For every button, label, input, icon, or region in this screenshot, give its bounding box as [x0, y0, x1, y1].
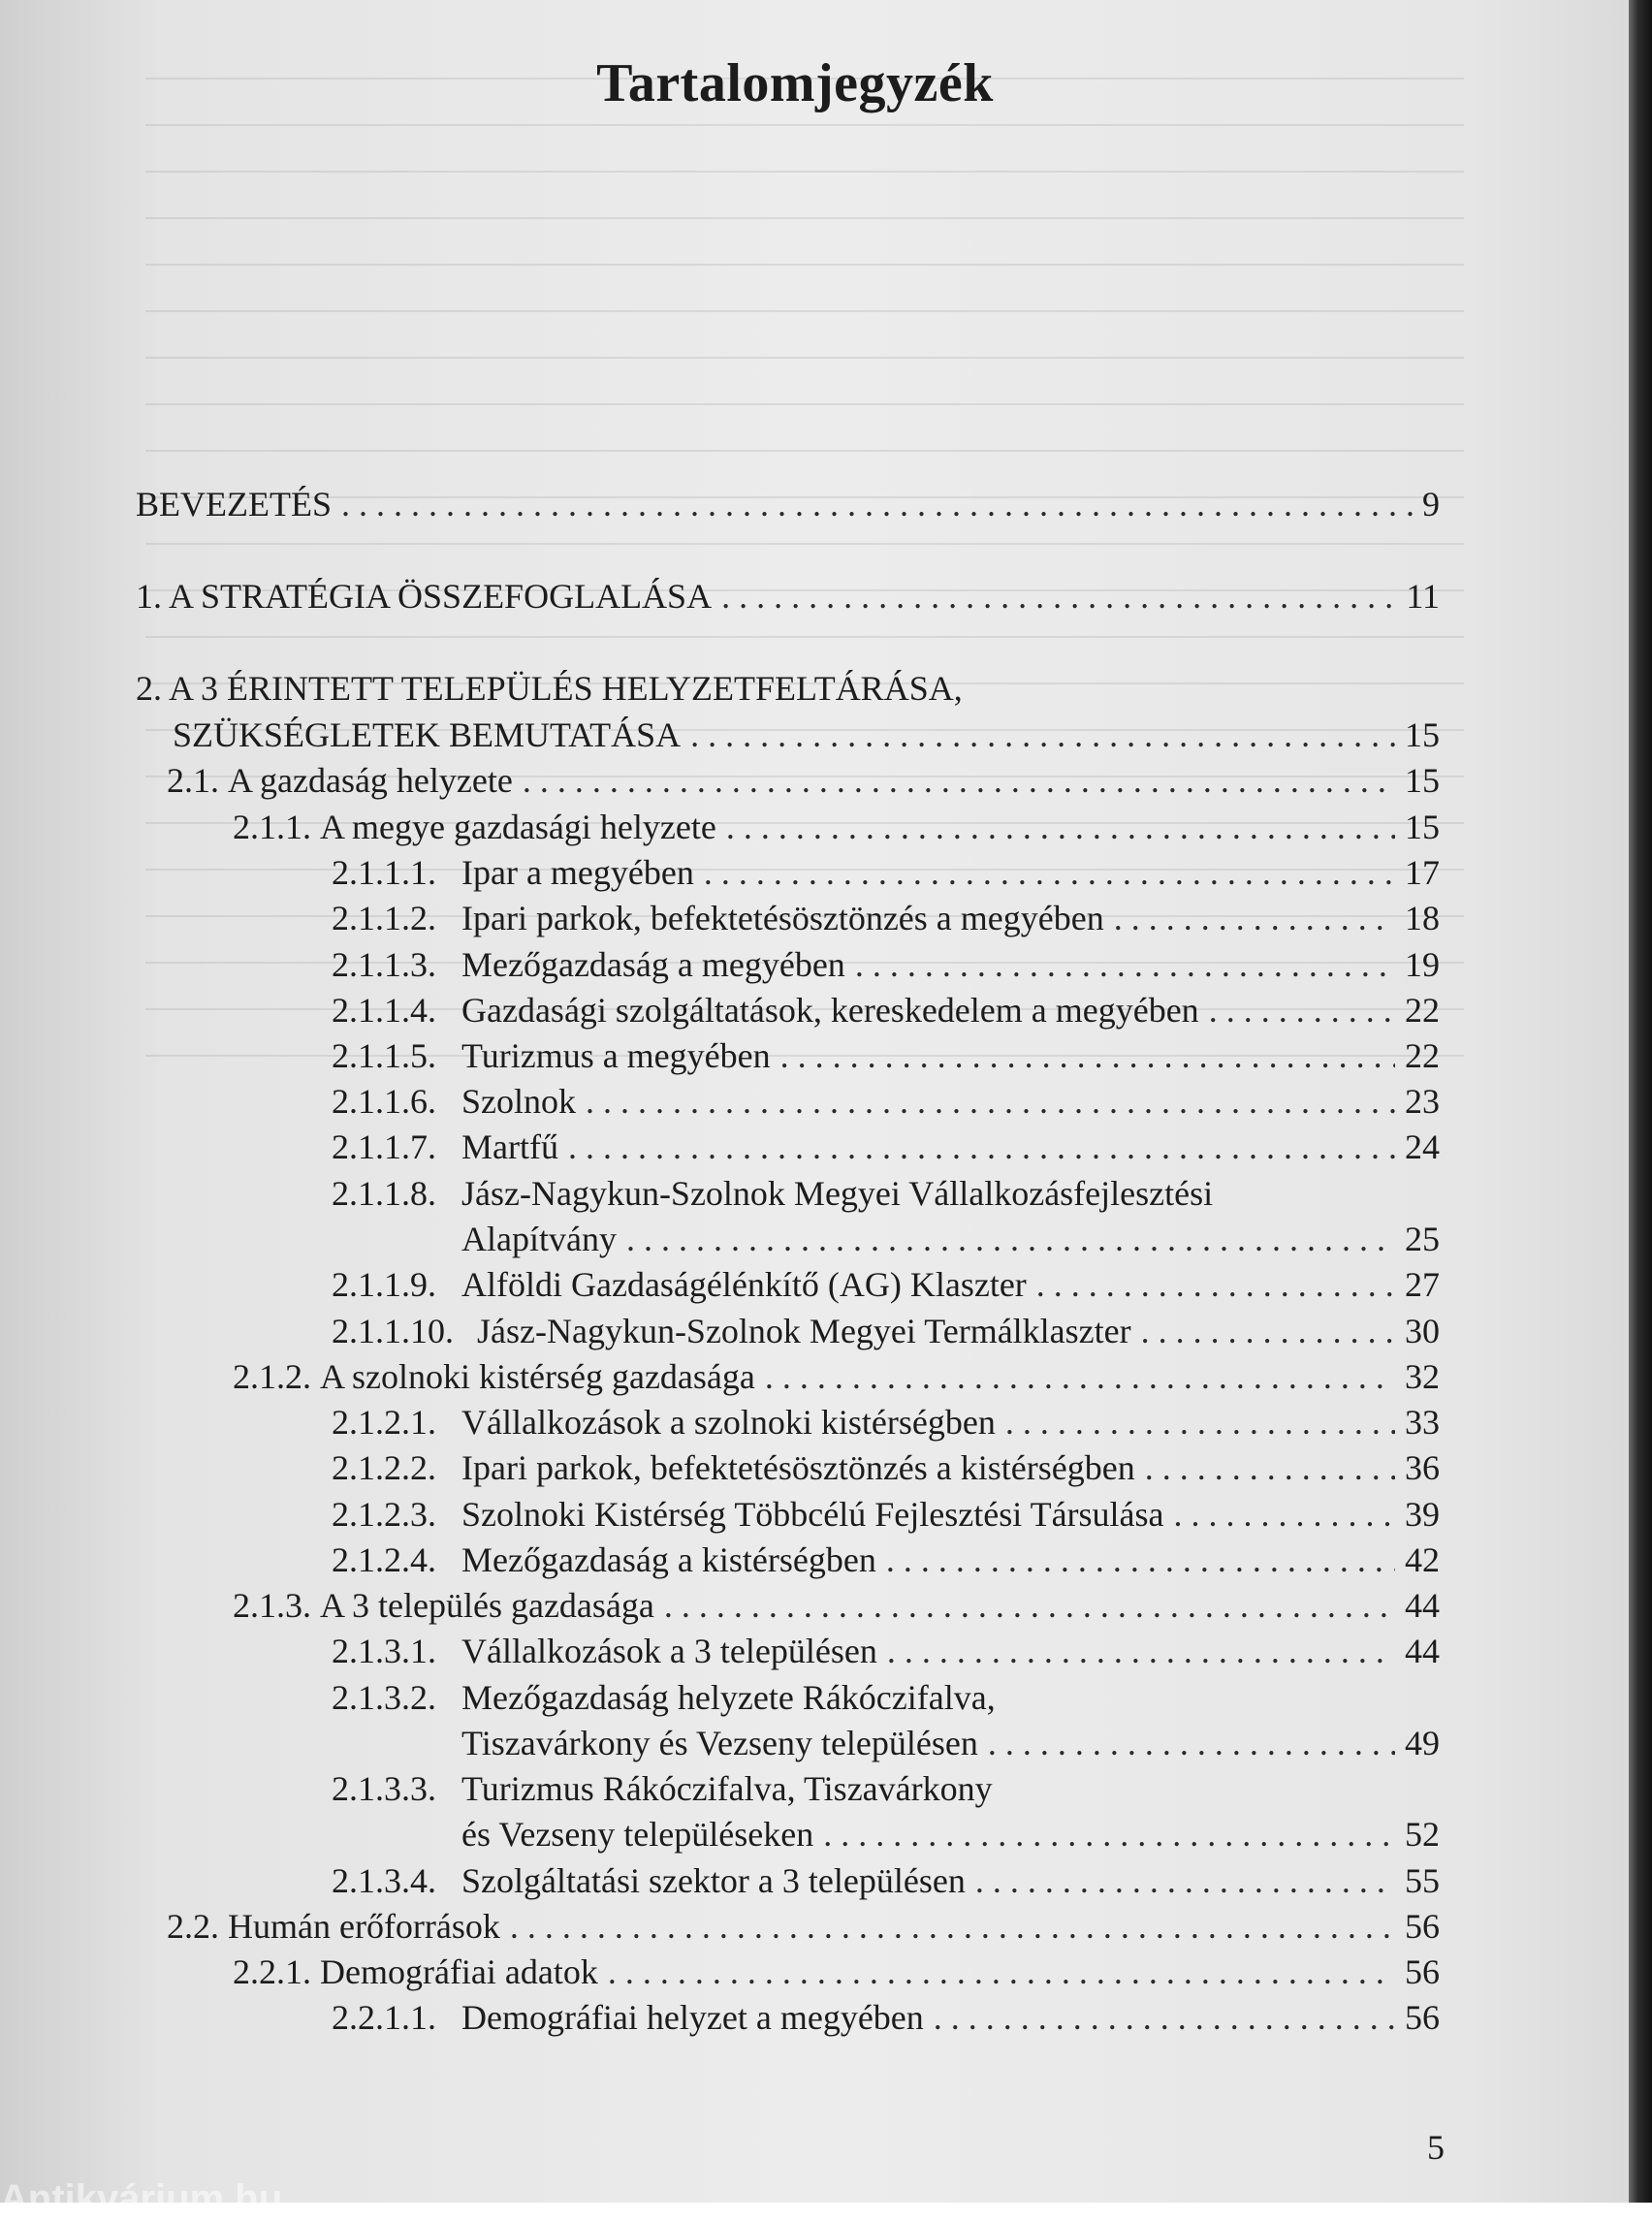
toc-page-number: 24	[1405, 1127, 1440, 1166]
toc-entry-label: Vállalkozások a szolnoki kistérségben	[461, 1403, 996, 1442]
toc-number: 2.1.1.8.	[332, 1174, 436, 1213]
toc-entry-chapter-2-line1: 2. A 3 ÉRINTETT TELEPÜLÉS HELYZETFELTÁRÁSA,	[136, 669, 963, 708]
toc-page-number: 39	[1405, 1495, 1440, 1534]
toc-entry	[332, 943, 1440, 986]
leader-dots	[1209, 989, 1395, 1031]
leader-dots	[780, 1034, 1395, 1077]
leader-dots	[704, 851, 1395, 894]
toc-page-number: 22	[1405, 991, 1440, 1030]
toc-page-number: 30	[1405, 1312, 1440, 1350]
toc-number: 2.1.3.4.	[332, 1861, 436, 1900]
leader-dots	[887, 1630, 1395, 1672]
toc-entry-label: Demográfiai adatok	[320, 1952, 598, 1991]
toc-page-number: 27	[1405, 1265, 1440, 1304]
toc-entry	[332, 1263, 1440, 1306]
leader-dots	[608, 1951, 1395, 1993]
toc-number: 2.1.3.3.	[332, 1769, 436, 1808]
toc-page-number: 23	[1405, 1082, 1440, 1121]
toc-number: 2.2.1.1.	[332, 1998, 436, 2037]
toc-number: 2.1.2.1.	[332, 1403, 436, 1442]
page-number: 5	[1427, 2128, 1445, 2167]
toc-entry	[332, 989, 1440, 1031]
leader-dots	[341, 483, 1413, 525]
toc-entry	[332, 1034, 1440, 1077]
leader-dots	[690, 714, 1395, 756]
toc-entry-label: Ipari parkok, befektetésösztönzés a kistérségben	[461, 1448, 1135, 1487]
toc-number: 2.1.1.6.	[332, 1082, 436, 1121]
toc-entry-multiline-first	[332, 1172, 1213, 1215]
toc-number: 2.1.1.2.	[332, 899, 436, 937]
leader-dots	[626, 1218, 1395, 1260]
toc-entry-label: Vállalkozások a 3 településen	[461, 1632, 877, 1670]
leader-dots	[664, 1584, 1395, 1627]
toc-page-number: 56	[1405, 1998, 1440, 2037]
toc-entry-label: A szolnoki kistérség gazdasága	[320, 1357, 755, 1396]
leader-dots	[1114, 897, 1395, 939]
toc-entry-label: Gazdasági szolgáltatások, kereskedelem a megyében	[461, 991, 1199, 1030]
toc-entry-label-line2: és Vezseny településeken	[461, 1815, 814, 1854]
toc-entry	[233, 806, 1440, 848]
toc-number: 2.1.2.2.	[332, 1448, 436, 1487]
toc-page-number: 33	[1405, 1403, 1440, 1442]
toc-page-number: 56	[1405, 1907, 1440, 1946]
toc-number: 2.1.1.3.	[332, 945, 436, 984]
toc-entry-label: Szolnoki Kistérség Többcélú Fejlesztési Társulása	[461, 1495, 1164, 1534]
toc-entry-label: A megye gazdasági helyzete	[320, 808, 716, 846]
toc-entry-label: Mezőgazdaság a megyében	[461, 945, 845, 984]
toc-entry-label: Alföldi Gazdaságélénkítő (AG) Klaszter	[461, 1265, 1027, 1304]
toc-entry	[332, 897, 1440, 939]
toc-page-number: 17	[1405, 853, 1440, 892]
toc-number: 2.1.	[167, 761, 219, 800]
toc-entry-label: Mezőgazdaság a kistérségben	[461, 1540, 876, 1579]
toc-entry	[332, 1630, 1440, 1672]
toc-entry	[461, 1813, 1440, 1856]
leader-dots	[510, 1905, 1395, 1948]
toc-number: 2.1.3.	[233, 1586, 311, 1625]
leader-dots	[934, 1996, 1395, 2039]
toc-entry	[332, 1080, 1440, 1123]
toc-number: 2.1.1.1.	[332, 853, 436, 892]
watermark: Antikvárium.hu	[0, 2177, 283, 2220]
leader-dots	[1145, 1446, 1395, 1489]
toc-number: 2.1.1.9.	[332, 1265, 436, 1304]
toc-page-number: 55	[1405, 1861, 1440, 1900]
leader-dots	[523, 759, 1395, 802]
toc-entry-label: Martfű	[461, 1127, 558, 1166]
toc-entry-bevezetes	[136, 483, 1440, 525]
leader-dots	[988, 1722, 1395, 1764]
toc-entry	[332, 1446, 1440, 1489]
toc-entry-label-line1: Mezőgazdaság helyzete Rákóczifalva,	[461, 1678, 996, 1717]
toc-page-number: 52	[1405, 1815, 1440, 1854]
leader-dots	[568, 1126, 1395, 1168]
toc-entry	[332, 1493, 1440, 1536]
toc-entry	[332, 851, 1440, 894]
toc-number: 2.2.1.	[233, 1952, 311, 1991]
toc-page-number: 15	[1405, 761, 1440, 800]
toc-entry-label: A gazdaság helyzete	[228, 761, 513, 800]
toc-entry	[332, 1310, 1440, 1352]
toc-page-number: 18	[1405, 899, 1440, 937]
toc-page-number: 36	[1405, 1448, 1440, 1487]
toc-entry-label-line1: Turizmus Rákóczifalva, Tiszavárkony	[461, 1769, 993, 1808]
toc-page-number: 25	[1405, 1220, 1440, 1258]
toc-entry-multiline-first	[332, 1676, 996, 1719]
toc-page-number: 9	[1422, 485, 1440, 524]
toc-entry-chapter-2	[173, 714, 1440, 756]
toc-number: 2.1.2.3.	[332, 1495, 436, 1534]
toc-entry	[167, 759, 1440, 802]
toc-entry	[167, 1905, 1440, 1948]
toc-page-number: 42	[1405, 1540, 1440, 1579]
toc-page-number: 15	[1405, 808, 1440, 846]
toc-entry	[233, 1355, 1440, 1398]
toc-page-number: 44	[1405, 1586, 1440, 1625]
toc-entry	[332, 1859, 1440, 1902]
leader-dots	[823, 1813, 1395, 1856]
toc-entry-label: Demográfiai helyzet a megyében	[461, 1998, 924, 2037]
toc-entry-label: A 3 település gazdasága	[320, 1586, 654, 1625]
toc-entry-chapter-1	[136, 575, 1440, 618]
toc-entry-label: Turizmus a megyében	[461, 1036, 771, 1075]
toc-entry	[233, 1584, 1440, 1627]
toc-entry	[332, 1401, 1440, 1444]
toc-entry-label-line2: Alapítvány	[461, 1220, 617, 1258]
toc-page-number: 49	[1405, 1724, 1440, 1762]
toc-entry-multiline-first	[332, 1767, 993, 1810]
toc-number: 2.2.	[167, 1907, 219, 1946]
toc-entry	[332, 1539, 1440, 1581]
toc-entry-label-line2: Tiszavárkony és Vezseny településen	[461, 1724, 978, 1762]
page-title: Tartalomjegyzék	[596, 53, 994, 113]
toc-number: 2.1.1.5.	[332, 1036, 436, 1075]
leader-dots	[721, 575, 1396, 618]
leader-dots	[1036, 1263, 1395, 1306]
toc-page-number: 19	[1405, 945, 1440, 984]
toc-page-number: 44	[1405, 1632, 1440, 1670]
toc-number: 2.1.3.2.	[332, 1678, 436, 1717]
toc-entry	[461, 1722, 1440, 1764]
leader-dots	[886, 1539, 1395, 1581]
leader-dots	[855, 943, 1395, 986]
toc-number: 2.1.1.10.	[332, 1312, 454, 1350]
toc-entry-label-line1: Jász-Nagykun-Szolnok Megyei Vállalkozásfejlesztési	[461, 1174, 1214, 1213]
toc-page-number: 56	[1405, 1952, 1440, 1991]
toc-entry-label: Ipari parkok, befektetésösztönzés a megyében	[461, 899, 1104, 937]
leader-dots	[975, 1859, 1395, 1902]
toc-entry-label: Jász-Nagykun-Szolnok Megyei Termálklaszter	[477, 1312, 1131, 1350]
toc-entry-label: BEVEZETÉS	[136, 485, 332, 524]
leader-dots	[726, 806, 1395, 848]
toc-entry	[233, 1951, 1440, 1993]
toc-number: 2.1.1.4.	[332, 991, 436, 1030]
toc-entry-label: Ipar a megyében	[461, 853, 694, 892]
leader-dots	[1174, 1493, 1395, 1536]
toc-entry	[332, 1996, 1440, 2039]
toc-page-number: 32	[1405, 1357, 1440, 1396]
toc-entry-label: Szolgáltatási szektor a 3 településen	[461, 1861, 966, 1900]
toc-entry-label: Szolnok	[461, 1082, 577, 1121]
toc-entry	[461, 1218, 1440, 1260]
book-spine-shadow	[1629, 0, 1652, 2203]
toc-number: 2.1.1.	[233, 808, 311, 846]
toc-entry	[332, 1126, 1440, 1168]
toc-number: 2.1.2.	[233, 1357, 311, 1396]
leader-dots	[1005, 1401, 1395, 1444]
toc-number: 2.1.2.4.	[332, 1540, 436, 1579]
toc-entry-label: Humán erőforrások	[228, 1907, 500, 1946]
toc-number: 2.1.3.1.	[332, 1632, 436, 1670]
toc-page-number: 22	[1405, 1036, 1440, 1075]
toc-number: 2.1.1.7.	[332, 1127, 436, 1166]
leader-dots	[1141, 1310, 1395, 1352]
toc-page-number: 15	[1405, 715, 1440, 754]
leader-dots	[586, 1080, 1395, 1123]
toc-entry-label: 1. A STRATÉGIA ÖSSZEFOGLALÁSA	[136, 577, 713, 616]
toc-page-number: 11	[1406, 577, 1440, 616]
toc-entry-label: SZÜKSÉGLETEK BEMUTATÁSA	[173, 715, 682, 754]
leader-dots	[765, 1355, 1395, 1398]
